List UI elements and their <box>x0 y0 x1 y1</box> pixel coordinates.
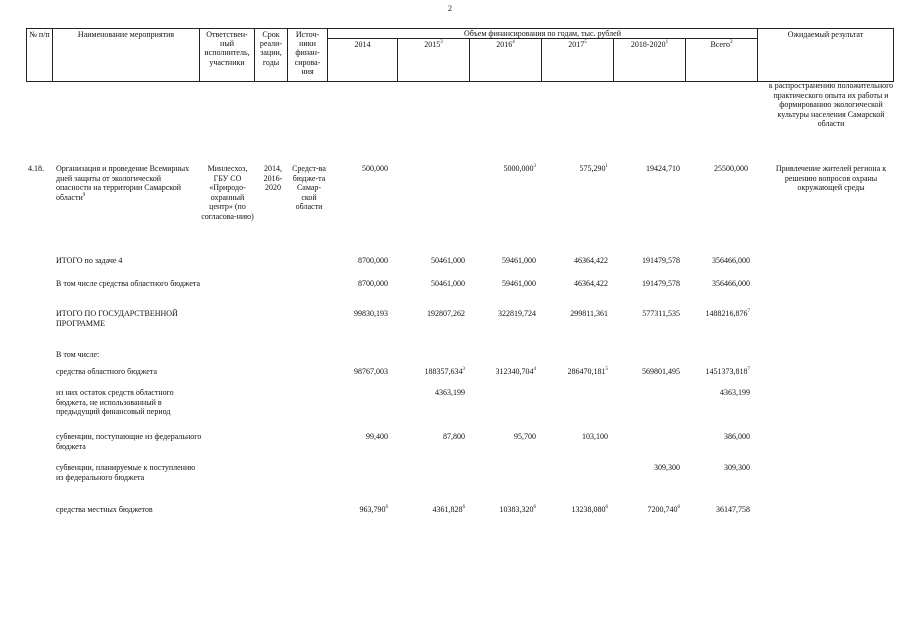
summary-value-vtotal: 386,000 <box>724 432 750 441</box>
row-no: 4.18. <box>28 164 44 173</box>
summary-label: средства местных бюджетов <box>56 505 153 514</box>
summary-value-v2017: 299811,361 <box>570 309 608 318</box>
summary-value-v2015: 188357,634$^3$ <box>424 367 465 376</box>
summary-value-vtotal: 356466,000 <box>712 256 750 265</box>
summary-value-v2016: 312340,704$^4$ <box>495 367 536 376</box>
summary-value-v2014: 99,400 <box>366 432 388 441</box>
row-result: Привлечение жителей региона к решению вопросов охраны окружающей среды <box>775 164 887 193</box>
summary-label: В том числе: <box>56 350 100 359</box>
summary-value-v2018: 569801,495 <box>642 367 680 376</box>
header-total: Всего$^2$ <box>686 39 758 82</box>
summary-value-v2014: 963,790$^6$ <box>359 505 388 514</box>
summary-value-vtotal: 36147,758 <box>716 505 750 514</box>
summary-label: средства областного бюджета <box>56 367 157 376</box>
summary-value-v2017: 46364,422 <box>574 279 608 288</box>
summary-value-v2015: 87,800 <box>443 432 465 441</box>
summary-value-v2015: 50461,000 <box>431 279 465 288</box>
value-2016: 5000,000$^3$ <box>503 164 536 173</box>
summary-value-v2015: 4363,199 <box>435 388 465 397</box>
summary-value-v2018: 191479,578 <box>642 279 680 288</box>
summary-label: субвенции, поступающие из федерального бюджета <box>56 432 202 451</box>
summary-value-v2017: 103,100 <box>582 432 608 441</box>
summary-value-v2017: 286470,181$^5$ <box>567 367 608 376</box>
summary-label: из них остаток средств областного бюджета, не использованный в предыдущий финансовый период <box>56 388 174 417</box>
summary-value-v2014: 99830,193 <box>354 309 388 318</box>
summary-value-v2015: 4361,828$^6$ <box>432 505 465 514</box>
summary-value-v2018: 7200,740$^6$ <box>647 505 680 514</box>
continued-result: к распространению положительного практического опыта их работы и формированию экологической культуры населения Самарской области <box>768 81 894 129</box>
summary-label: В том числе средства областного бюджета <box>56 279 201 288</box>
summary-value-v2016: 10383,320$^6$ <box>499 505 536 514</box>
page-number: 2 <box>448 4 452 13</box>
summary-label: субвенции, планируемые к поступлению из федерального бюджета <box>56 463 196 482</box>
summary-label: ИТОГО ПО ГОСУДАРСТВЕННОЙ ПРОГРАММЕ <box>56 309 178 328</box>
header-2014: 2014 <box>328 39 398 82</box>
value-2018-2020: 19424,710 <box>646 164 680 173</box>
summary-value-vtotal: 309,300 <box>724 463 750 472</box>
header-2015: 2015$^3$ <box>398 39 470 82</box>
summary-value-v2015: 192807,262 <box>427 309 465 318</box>
summary-value-vtotal: 1488216,876$^7$ <box>705 309 750 318</box>
summary-value-v2014: 8700,000 <box>358 256 388 265</box>
summary-value-v2018: 577311,535 <box>642 309 680 318</box>
summary-value-vtotal: 1451373,818$^7$ <box>705 367 750 376</box>
summary-value-v2017: 46364,422 <box>574 256 608 265</box>
row-term: 2014, 2016-2020 <box>263 164 283 193</box>
header-2016: 2016$^4$ <box>470 39 542 82</box>
row-name: Организация и проведение Всемирных дней защиты от экологической опасности на территории Самарской области$^9$ <box>56 164 190 202</box>
summary-value-v2016: 59461,000 <box>502 279 536 288</box>
row-4-18 <box>26 164 900 244</box>
header-2017: 2017$^5$ <box>542 39 614 82</box>
summary-value-v2018: 309,300 <box>654 463 680 472</box>
value-2014: 500,000 <box>362 164 388 173</box>
header-responsible: Ответствен-ный исполнитель, участники <box>200 29 255 82</box>
row-source: Средст-ва бюдже-та Самар-ской области <box>292 164 326 212</box>
summary-value-v2016: 95,700 <box>514 432 536 441</box>
summary-value-v2014: 8700,000 <box>358 279 388 288</box>
header-term: Срок реали-зации, годы <box>255 29 288 82</box>
header-no: № п/п <box>27 29 53 82</box>
table-header <box>26 28 894 82</box>
header-name: Наименование мероприятия <box>53 29 200 82</box>
summary-value-v2016: 322819,724 <box>498 309 536 318</box>
value-2017: 575,290$^1$ <box>579 164 608 173</box>
summary-value-v2014: 98767,003 <box>354 367 388 376</box>
header-funding: Объем финансирования по годам, тыс. рублей <box>328 29 758 39</box>
summary-value-v2017: 13238,080$^6$ <box>571 505 608 514</box>
summary-value-v2016: 59461,000 <box>502 256 536 265</box>
summary-label: ИТОГО по задаче 4 <box>56 256 123 265</box>
header-result: Ожидаемый результат <box>758 29 894 82</box>
summary-value-vtotal: 356466,000 <box>712 279 750 288</box>
header-2018-2020: 2018-2020$^1$ <box>614 39 686 82</box>
row-responsible: Минлесхоз, ГБУ СО «Природо-охранный центр» (по согласова-нию) <box>201 164 254 221</box>
summary-value-v2018: 191479,578 <box>642 256 680 265</box>
summary-value-vtotal: 4363,199 <box>720 388 750 397</box>
summary-value-v2015: 50461,000 <box>431 256 465 265</box>
header-source: Источ-ники финан-сирова-ния <box>288 29 328 82</box>
value-total: 25500,000 <box>714 164 748 173</box>
